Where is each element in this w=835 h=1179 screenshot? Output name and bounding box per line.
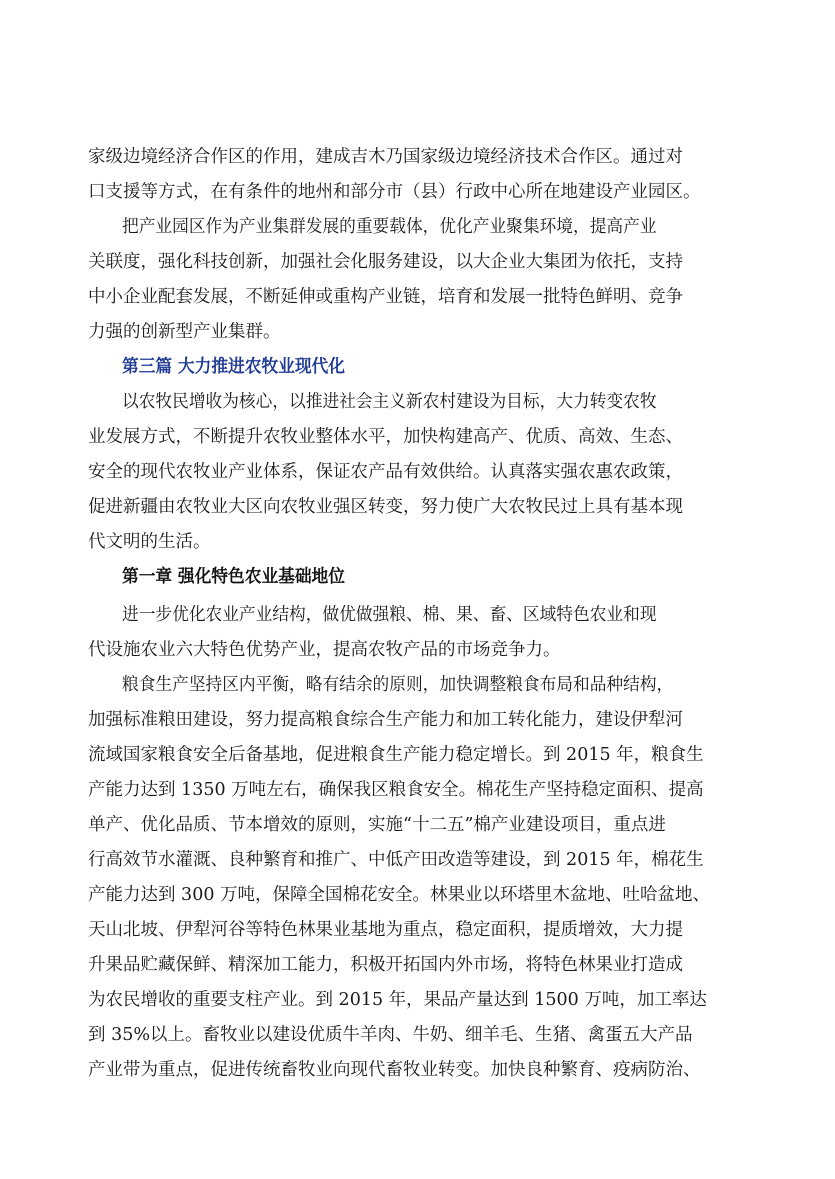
- paragraph-line: 产业带为重点，促进传统畜牧业向现代畜牧业转变。加快良种繁育、疫病防治、: [88, 1060, 701, 1080]
- paragraph-line: 安全的现代农牧业产业体系，保证农产品有效供给。认真落实强农惠农政策，: [88, 462, 683, 482]
- paragraph-line: 关联度，强化科技创新，加强社会化服务建设，以大企业大集团为依托，支持: [88, 252, 683, 272]
- paragraph-line: 力强的创新型产业集群。: [88, 322, 281, 342]
- paragraph-line: 中小企业配套发展，不断延伸或重构产业链，培育和发展一批特色鲜明、竞争: [88, 287, 683, 307]
- paragraph-line: 流域国家粮食安全后备基地，促进粮食生产能力稳定增长。到 2015 年，粮食生: [88, 745, 704, 765]
- paragraph-line: 单产、优化品质、节本增效的原则，实施“十二五”棉产业建设项目，重点进: [88, 815, 666, 835]
- paragraph-line: 粮食生产坚持区内平衡，略有结余的原则，加快调整粮食布局和品种结构，: [122, 675, 674, 695]
- paragraph-line: 升果品贮藏保鲜、精深加工能力，积极开拓国内外市场，将特色林果业打造成: [88, 955, 683, 975]
- paragraph-line: 家级边境经济合作区的作用，建成吉木乃国家级边境经济技术合作区。通过对: [88, 147, 683, 167]
- paragraph-line: 进一步优化农业产业结构，做优做强粮、棉、果、畜、区域特色农业和现: [122, 605, 657, 625]
- paragraph-line: 产能力达到 300 万吨，保障全国棉花安全。林果业以环塔里木盆地、吐哈盆地、: [88, 885, 711, 905]
- chapter-heading: 第一章 强化特色农业基础地位: [122, 567, 345, 587]
- paragraph-line: 口支援等方式，在有条件的地州和部分市（县）行政中心所在地建设产业园区。: [88, 182, 701, 202]
- paragraph-line: 促进新疆由农牧业大区向农牧业强区转变，努力使广大农牧民过上具有基本现: [88, 497, 683, 517]
- paragraph-line: 到 35%以上。畜牧业以建设优质牛羊肉、牛奶、细羊毛、生猪、禽蛋五大产品: [88, 1025, 693, 1045]
- paragraph-line: 代设施农业六大特色优势产业，提高农牧产品的市场竞争力。: [88, 640, 561, 660]
- paragraph-line: 行高效节水灌溉、良种繁育和推广、中低产田改造等建设，到 2015 年，棉花生: [88, 850, 704, 870]
- paragraph-line: 把产业园区作为产业集群发展的重要载体，优化产业聚集环境，提高产业: [122, 217, 657, 237]
- paragraph-line: 加强标准粮田建设，努力提高粮食综合生产能力和加工转化能力，建设伊犁河: [88, 710, 683, 730]
- paragraph-line: 天山北坡、伊犁河谷等特色林果业基地为重点，稳定面积，提质增效，大力提: [88, 920, 683, 940]
- paragraph-line: 以农牧民增收为核心，以推进社会主义新农村建设为目标，大力转变农牧: [122, 392, 657, 412]
- paragraph-line: 代文明的生活。: [88, 532, 211, 552]
- paragraph-line: 业发展方式，不断提升农牧业整体水平，加快构建高产、优质、高效、生态、: [88, 427, 683, 447]
- paragraph-line: 为农民增收的重要支柱产业。到 2015 年，果品产量达到 1500 万吨，加工率达: [88, 990, 707, 1010]
- part-heading: 第三篇 大力推进农牧业现代化: [122, 357, 345, 377]
- paragraph-line: 产能力达到 1350 万吨左右，确保我区粮食安全。棉花生产坚持稳定面积、提高: [88, 780, 704, 800]
